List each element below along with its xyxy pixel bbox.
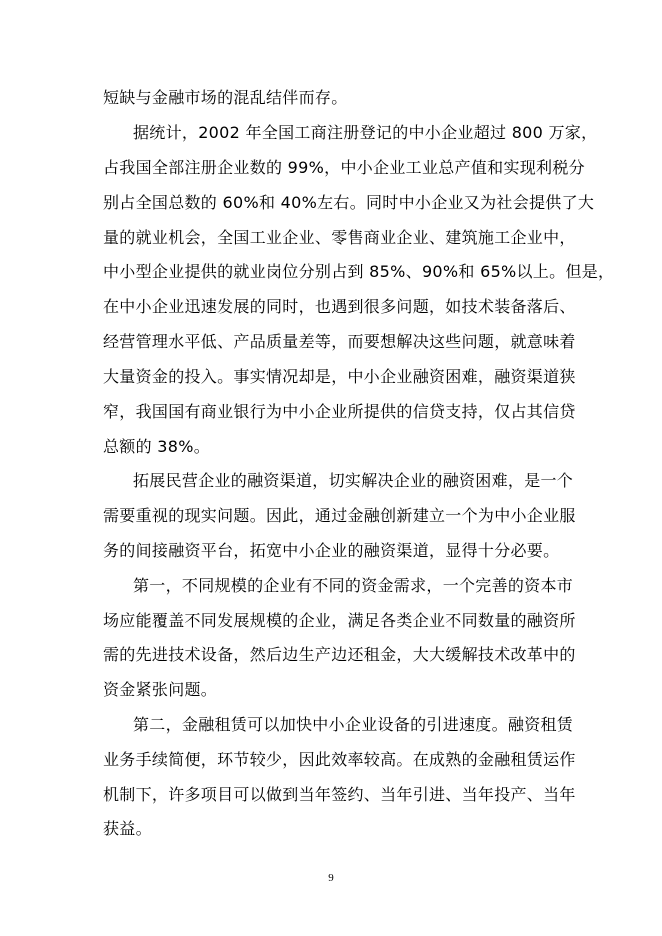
text-line: 拓展民营企业的融资渠道，切实解决企业的融资困难，是一个	[133, 471, 574, 490]
text-line: 中小型企业提供的就业岗位分别占到 85%、90%和 65%以上。但是，	[103, 262, 615, 281]
text-line: 量的就业机会，全国工业企业、零售商业企业、建筑施工企业中，	[103, 228, 576, 247]
text-line: 经营管理水平低、产品质量差等，而要想解决这些问题，就意味着	[103, 332, 576, 351]
text-line: 业务手续简便，环节较少，因此效率较高。在成熟的金融租赁运作	[103, 750, 576, 769]
page-number: 9	[328, 872, 334, 884]
text-line: 总额的 38%。	[103, 437, 211, 456]
text-line: 第一，不同规模的企业有不同的资金需求，一个完善的资本市	[133, 576, 574, 595]
text-line: 获益。	[103, 819, 152, 838]
text-line: 资金紧张问题。	[103, 680, 218, 699]
text-line: 在中小企业迅速发展的同时，也遇到很多问题，如技术装备落后、	[103, 297, 576, 316]
text-line: 据统计，2002 年全国工商注册登记的中小企业超过 800 万家，	[133, 123, 598, 142]
text-line: 占我国全部注册企业数的 99%，中小企业工业总产值和实现利税分	[103, 158, 585, 177]
text-line: 机制下，许多项目可以做到当年签约、当年引进、当年投产、当年	[103, 785, 576, 804]
text-line: 需的先进技术设备，然后边生产边还租金，大大缓解技术改革中的	[103, 645, 576, 664]
text-line: 大量资金的投入。事实情况却是，中小企业融资困难，融资渠道狭	[103, 367, 576, 386]
text-line: 场应能覆盖不同发展规模的企业，满足各类企业不同数量的融资所	[103, 611, 576, 630]
text-line: 短缺与金融市场的混乱结伴而存。	[103, 88, 348, 107]
text-line: 窄，我国国有商业银行为中小企业所提供的信贷支持，仅占其信贷	[103, 402, 576, 421]
text-line: 第二，金融租赁可以加快中小企业设备的引进速度。融资租赁	[133, 715, 574, 734]
text-line: 别占全国总数的 60%和 40%左右。同时中小企业又为社会提供了大	[103, 193, 595, 212]
text-line: 务的间接融资平台，拓宽中小企业的融资渠道，显得十分必要。	[103, 541, 560, 560]
text-line: 需要重视的现实问题。因此，通过金融创新建立一个为中小企业服	[103, 506, 576, 525]
